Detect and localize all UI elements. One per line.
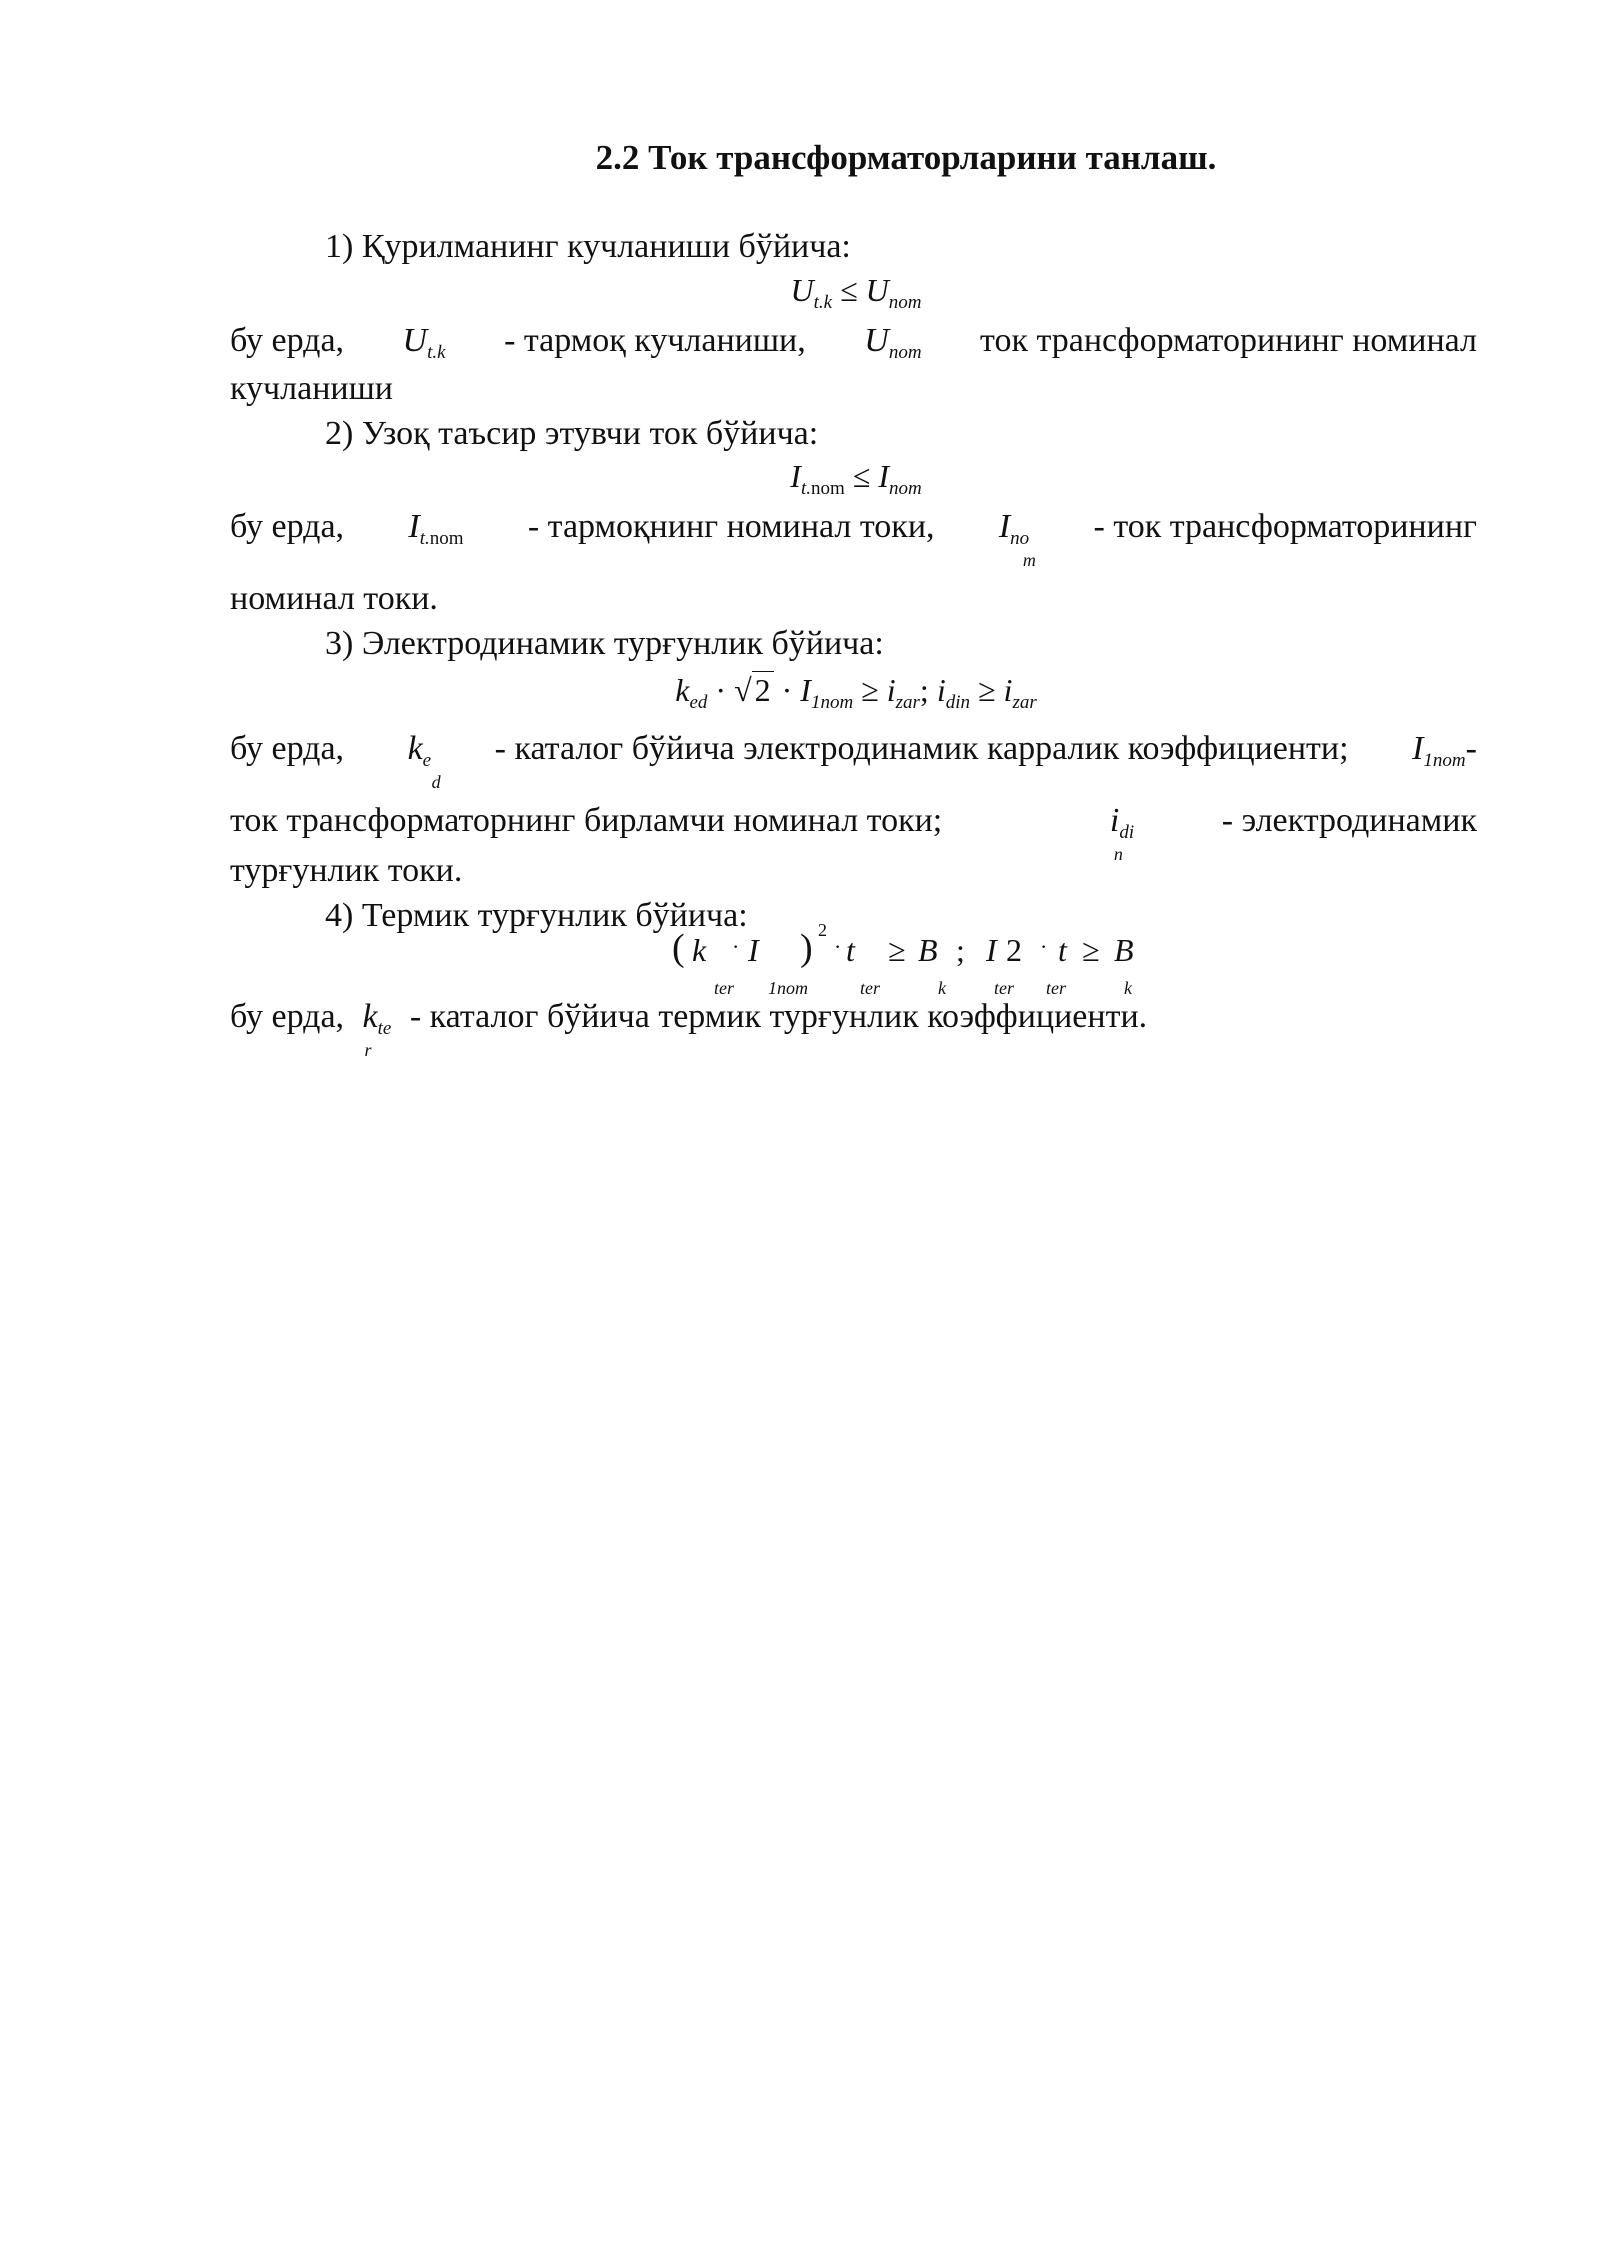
item2-explanation-cont: номинал токи. [230,580,438,617]
item1-heading: 1) Қурилманинг кучланиши бўйича: [325,228,851,265]
expl-lead: бу ерда, [230,322,345,359]
inline-symbol: $I_{t.nom}$ [408,508,464,549]
sqrt-symbol: √2 [734,671,774,708]
item1-formula [0,272,1600,314]
item2-explanation [230,508,1477,570]
item3-explanation: бу ерда, $k_e$ d - каталог бўйича электродинамик карралик коэффициенти; $I_{1nom}-$ [230,730,1477,792]
item3-explanation-line2 [230,802,1477,864]
expl-text: - тармоқ кучланиши, [504,322,806,359]
formula-symbol: $I_{1nom}$ [800,672,854,713]
formula-symbol: $i_{din}$ [936,672,970,713]
section-title: 2.2 Ток трансформаторларини танлаш. [595,138,1217,177]
formula-symbol: $I_{nom}$ [878,458,922,499]
formula-symbol: $i_{zar}$ [1003,672,1037,713]
inline-symbol: $I_{no}$ m [998,508,1036,570]
inline-symbol: $i_{di}$ n [1109,802,1135,864]
inline-symbol: $U_{nom}$ [864,322,922,363]
formula-symbol: $I_{t.nom}$ [790,458,845,499]
formula-symbol: $U_{nom}$ [865,272,922,313]
inline-symbol: $k_{te}$ r [362,998,392,1060]
item2-formula [0,458,1600,500]
formula-symbol: $k_{ed}$ [675,672,708,713]
inline-symbol: $U_{t.k}$ [402,322,446,363]
item4-formula: ( k · I ) 2 · t ≥ B ; I 2 · t ≥ B ter 1nom ter k ter ter k [672,920,1134,998]
expl-lead: бу ерда, [230,508,345,545]
inline-symbol: $k_e$ d [407,730,441,792]
expl-lead: бу ерда, [230,730,345,767]
item2-heading: 2) Узоқ таъсир этувчи ток бўйича: [325,415,819,452]
expl-text: - тармоқнинг номинал токи, [527,508,935,545]
formula-symbol: $U_{t.k}$ [790,272,833,313]
expl-text: ток трансформаторнинг бирламчи номинал токи; [230,802,943,839]
expl-text: ток трансформаторининг номинал [980,322,1477,359]
expl-lead: бу ерда, [230,998,345,1035]
inline-symbol: $I_{1nom}$ [1412,730,1466,771]
item3-formula: $k_{ed} \cdot √2 \cdot I_{1nom} \ge i_{zar}$; $i_{din} \ge i_{zar}$ [675,672,1037,713]
item1-explanation [230,322,1477,364]
expl-text: - электродинамик [1221,802,1477,839]
formula-operator: ≤ [840,272,858,308]
item1-explanation-cont: кучланиши [230,370,393,407]
formula-symbol: $i_{zar}$ [886,672,920,713]
item3-heading: 3) Электродинамик турғунлик бўйича: [325,625,884,662]
item3-explanation-cont: турғунлик токи. [230,852,463,889]
formula-operator: ≤ [852,458,871,494]
expl-text: - каталог бўйича электродинамик карралик коэффициенти; [494,730,1349,767]
expl-text: - каталог бўйича термик турғунлик коэффициенти. [409,998,1148,1035]
expl-text: - ток трансформаторининг [1093,508,1477,545]
item4-heading: 4) Термик турғунлик бўйича: [325,897,748,934]
item4-explanation [230,998,1148,1060]
